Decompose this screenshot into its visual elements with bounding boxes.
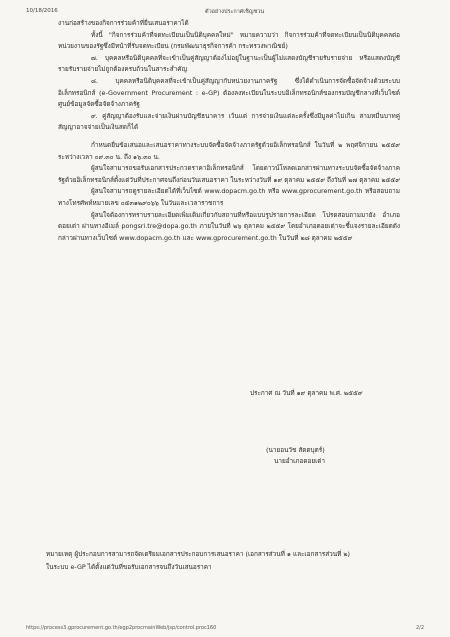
print-header-title: ตัวอย่างประกาศเชิญชวน — [205, 9, 265, 15]
announcement-body — [58, 18, 400, 244]
paragraph-inquiry: ผู้สนใจต้องการทราบรายละเอียดเพิ่มเติมเกี่ยวกับสถานที่หรือแบบรูปรายการละเอียด โปรดสอบถามมายัง อำเภอดอยเต่า ผ่านทางอีเมล์ pongsri.tre@dopa.go.th ภายในวันที่ ๒๖ ตุลาคม ๒๕๕๙ โดยอำเภอดอยเต่าจะชี้แจงรายละเอียดดังกล่าวผ่านทางเว็บไซต์ www.dopacm.go.th และ www.gprocurement.go.th ในวันที่ ๒๘ ตุลาคม ๒๕๕๙ — [58, 210, 400, 242]
paragraph-contact-website: ผู้สนใจสามารถดูรายละเอียดได้ที่เว็บไซต์ www.dopacm.go.th หรือ www.gprocurement.go.th หรือสอบถามทางโทรศัพท์หมายเลข ๐๕๓๑๒๙๐๖๖ ในวันและเวลาราชการ — [58, 187, 400, 207]
paragraph-document-download: ผู้สนใจสามารถขอรับเอกสารประกวดราคาอิเล็กทรอนิกส์ โดยดาวน์โหลดเอกสารผ่านทางระบบจัดซื้อจัดจ้างภาครัฐด้วยอิเล็กทรอนิกส์ตั้งแต่วันที่ประกาศจนถึงก่อนวันเสนอราคา ในระหว่างวันที่ ๑๙ ตุลาคม ๒๕๕๙ ถึงวันที่ ๒๗ ตุลาคม ๒๕๕๙ — [58, 164, 400, 184]
paragraph-item-7: ๗. บุคคลหรือนิติบุคคลที่จะเข้าเป็นคู่สัญญาต้องไม่อยู่ในฐานะเป็นผู้ไม่แสดงบัญชีรายรับรายจ่าย หรือแสดงบัญชีรายรับรายจ่ายไม่ถูกต้องครบถ้วนในสาระสำคัญ — [58, 53, 400, 74]
announcement-date: ประกาศ ณ วันที่ ๑๙ ตุลาคม พ.ศ. ๒๕๕๙ — [250, 389, 363, 397]
paragraph-item-9: ๙. คู่สัญญาต้องรับและจ่ายเงินผ่านบัญชีธนาคาร เว้นแต่ การจ่ายเงินแต่ละครั้งซึ่งมีมูลค่าไม่เกิน สามหมื่นบาทคู่สัญญาอาจจ่ายเป็นเงินสดก็ได้ — [58, 111, 400, 132]
remark-line-1: หมายเหตุ ผู้ประกอบการสามารถจัดเตรียมเอกสารประกอบการเสนอราคา (เอกสารส่วนที่ ๑ และเอกสารส่วนที่ ๒) — [46, 550, 351, 558]
remark-line-2: ในระบบ e-GP ได้ตั้งแต่วันที่ขอรับเอกสารจนถึงวันเสนอราคา — [46, 563, 212, 571]
signature-block — [232, 388, 404, 467]
paragraph-joint-venture-definition: ทั้งนี้ "กิจการร่วมค้าที่จดทะเบียนเป็นนิติบุคคลใหม่" หมายความว่า กิจการร่วมค้าที่จดทะเบียนเป็นนิติบุคคลต่อหน่วยงานของรัฐซึ่งมีหน้าที่รับจดทะเบียน (กรมพัฒนาธุรกิจการค้า กระทรวงพาณิชย์) — [58, 30, 400, 51]
print-footer-url: https://process3.gprocurement.go.th/egp2procmainWeb/jsp/control.proc160 — [26, 625, 217, 631]
paragraph-item-8: ๘. บุคคลหรือนิติบุคคลที่จะเข้าเป็นคู่สัญญากับหน่วยงานภาครัฐ ซึ่งได้ดำเนินการจัดซื้อจัดจ้างด้วยระบบอิเล็กทรอนิกส์ (e-Government Procurement : e-GP) ต้องลงทะเบียนในระบบอิเล็กทรอนิกส์ของกรมบัญชีกลางที่เว็บไซต์ศูนย์ข้อมูลจัดซื้อจัดจ้างภาครัฐ — [58, 76, 400, 109]
signatory-name: (นายอนวัช สัตตบุตร์) — [266, 446, 325, 454]
remark-note — [46, 548, 402, 574]
page-number: 2/2 — [416, 625, 425, 631]
paragraph-bid-submission: กำหนดยื่นข้อเสนอและเสนอราคาทางระบบจัดซื้อจัดจ้างภาครัฐด้วยอิเล็กทรอนิกส์ ในวันที่ ๒ พฤศจิกายน ๒๕๕๙ ระหว่างเวลา ๐๙.๓๐ น. ถึง ๑๖.๓๐ น. — [58, 140, 400, 161]
print-date: 10/18/2016 — [26, 8, 58, 14]
paragraph-continuation: งานก่อสร้างของกิจการร่วมค้าที่ยื่นเสนอราคาได้ — [58, 19, 189, 27]
signatory-title: นายอำเภอดอยเต่า — [274, 457, 326, 465]
